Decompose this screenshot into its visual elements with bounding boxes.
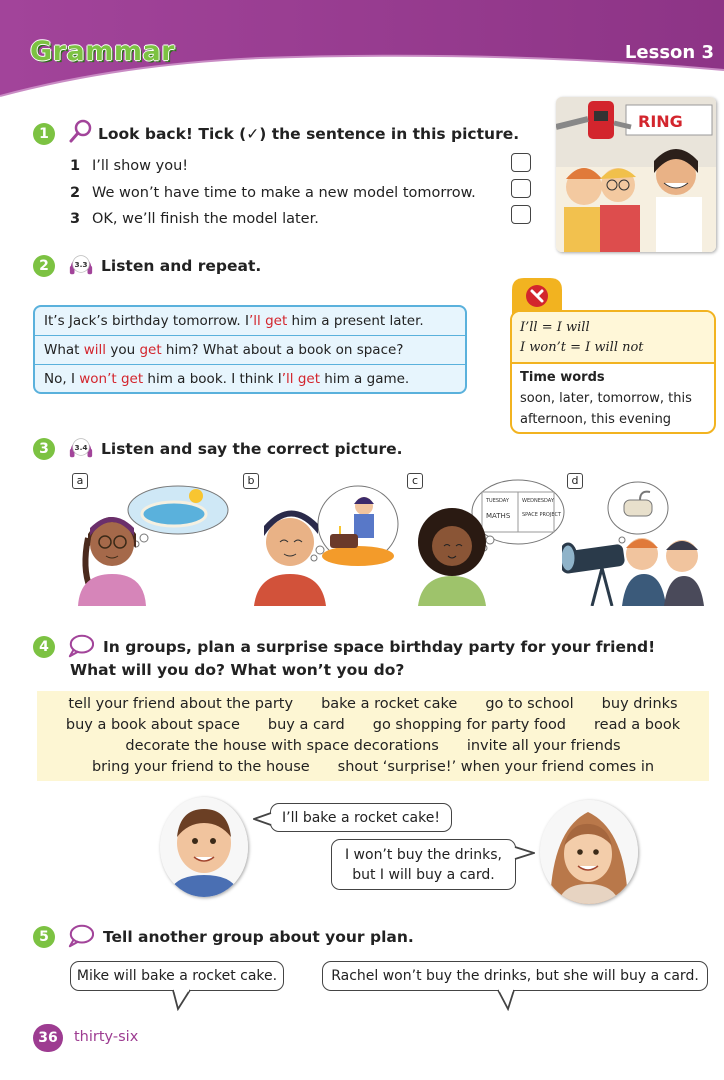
- activity-row-3: [37, 738, 709, 754]
- picture-label-b: b: [243, 473, 259, 489]
- sentence-number: 2: [70, 185, 81, 201]
- activity-row-2: [37, 717, 709, 733]
- activity-phrase: read a book: [594, 717, 681, 733]
- boy-speech-bubble: [270, 803, 452, 832]
- svg-text:RING: RING: [638, 112, 683, 131]
- sentence-3: [70, 211, 319, 227]
- sentence-text: I’ll show you!: [92, 158, 189, 174]
- activity-phrase: buy a book about space: [65, 717, 240, 733]
- text: It’s Jack’s birthday tomorrow. I: [44, 313, 249, 329]
- exercise-1-instruction: Look back! Tick (✓) the sentence in this picture.: [98, 125, 520, 143]
- text: you: [106, 342, 140, 358]
- page-number-words: thirty-six: [74, 1029, 139, 1045]
- tip-badge-icon: [512, 278, 562, 314]
- lesson-label: Lesson 3: [624, 42, 714, 63]
- girl-speech-line-1: I won’t buy the drinks,: [344, 846, 503, 863]
- story-picture: [556, 97, 716, 252]
- tip-line-1: I’ll = I will: [520, 320, 590, 335]
- tip-time-words: [512, 364, 714, 433]
- activity-row-1: [37, 696, 709, 712]
- girl-photo: [540, 800, 638, 904]
- picture-b[interactable]: [240, 478, 400, 606]
- exercise-4-number: 4: [33, 636, 55, 658]
- sentence-text: OK, we’ll finish the model later.: [92, 211, 319, 227]
- tip-words: soon, later, tomorrow, this afternoon, this evening: [520, 391, 692, 427]
- girl-speech-bubble: [331, 839, 516, 890]
- example-text-right: Rachel won’t buy the drinks, but she will buy a card.: [331, 968, 699, 984]
- dialogue-line-2: [35, 336, 465, 365]
- bubble-tail: [513, 846, 535, 860]
- text: What: [44, 342, 84, 358]
- tip-line-2: I won’t = I will not: [520, 340, 644, 355]
- dialogue-line-1: [35, 307, 465, 336]
- picture-c[interactable]: [406, 478, 566, 606]
- tip-contractions: [512, 312, 714, 364]
- page-title: Grammar: [30, 36, 175, 67]
- sentence-number: 1: [70, 158, 81, 174]
- exercise-1-number: 1: [33, 123, 55, 145]
- activity-phrase: shout ‘surprise!’ when your friend comes in: [337, 759, 655, 775]
- book-word-3: MATHS: [486, 512, 511, 520]
- text: No, I: [44, 371, 80, 387]
- activity-phrase: tell your friend about the party: [68, 696, 294, 712]
- sentence-2: [70, 185, 476, 201]
- dialogue-line-3: [35, 365, 465, 394]
- exercise-2-instruction: Listen and repeat.: [101, 257, 262, 275]
- exercise-5-number: 5: [33, 926, 55, 948]
- picture-a[interactable]: [70, 478, 230, 606]
- headphones-icon: [68, 434, 94, 460]
- sentence-1: [70, 158, 188, 174]
- tip-heading: Time words: [520, 370, 605, 385]
- exercise-4-instruction-line-2: What will you do? What won’t you do?: [70, 661, 405, 679]
- exercise-3-instruction: Listen and say the correct picture.: [101, 440, 403, 458]
- headphones-icon: [68, 251, 94, 277]
- picture-label-a: a: [72, 473, 88, 489]
- exercise-3-number: 3: [33, 438, 55, 460]
- text: him a game.: [320, 371, 410, 387]
- magnifier-icon: [68, 118, 94, 144]
- bubble-tail: [253, 812, 273, 826]
- activity-phrase: invite all your friends: [466, 738, 621, 754]
- tick-box-2[interactable]: [511, 179, 531, 198]
- activity-phrase: bake a rocket cake: [321, 696, 458, 712]
- book-word-1: TUESDAY: [486, 498, 509, 504]
- text: him a book. I think I: [143, 371, 282, 387]
- picture-label-c: c: [407, 473, 423, 489]
- highlight: will: [83, 342, 107, 358]
- highlight: ’ll get: [249, 313, 288, 329]
- activity-row-4: [37, 759, 709, 775]
- sentence-text: We won’t have time to make a new model tomorrow.: [92, 185, 476, 201]
- boy-speech-text: I’ll bake a rocket cake!: [282, 809, 440, 826]
- highlight: won’t get: [79, 371, 144, 387]
- activity-phrase: go shopping for party food: [372, 717, 567, 733]
- activity-phrase: buy drinks: [601, 696, 678, 712]
- text: him? What about a book on space?: [161, 342, 404, 358]
- activity-phrase: buy a card: [267, 717, 345, 733]
- boy-photo: [160, 797, 248, 897]
- audio-track-label: 3.3: [74, 259, 88, 269]
- highlight: get: [139, 342, 162, 358]
- tick-box-1[interactable]: [511, 153, 531, 172]
- tick-box-3[interactable]: [511, 205, 531, 224]
- activity-word-box: [37, 691, 709, 781]
- book-word-2: WEDNESDAY: [522, 498, 554, 504]
- bubble-tail: [496, 989, 516, 1011]
- exercise-5-instruction: Tell another group about your plan.: [103, 928, 414, 946]
- activity-phrase: bring your friend to the house: [91, 759, 310, 775]
- activity-phrase: go to school: [485, 696, 574, 712]
- sentence-number: 3: [70, 211, 81, 227]
- picture-d[interactable]: [562, 478, 717, 606]
- speech-bubble-icon: [68, 923, 94, 949]
- text: him a present later.: [287, 313, 424, 329]
- book-word-4: SPACE PROJECT: [522, 512, 562, 518]
- example-text-left: Mike will bake a rocket cake.: [76, 968, 278, 984]
- speech-bubble-icon: [68, 633, 94, 659]
- girl-speech-line-2: but I will buy a card.: [352, 866, 495, 883]
- bubble-tail: [172, 989, 192, 1011]
- exercise-4-instruction-line-1: In groups, plan a surprise space birthday party for your friend!: [103, 638, 656, 656]
- exercise-2-number: 2: [33, 255, 55, 277]
- page-number: 36: [33, 1024, 63, 1052]
- picture-label-d: d: [567, 473, 583, 489]
- highlight: ’ll get: [281, 371, 321, 387]
- audio-track-label: 3.4: [74, 442, 88, 452]
- activity-phrase: decorate the house with space decorations: [125, 738, 439, 754]
- dialogue-box: [33, 305, 467, 394]
- example-bubble-left: [70, 961, 284, 991]
- example-bubble-right: [322, 961, 708, 991]
- grammar-tip-box: [510, 310, 716, 434]
